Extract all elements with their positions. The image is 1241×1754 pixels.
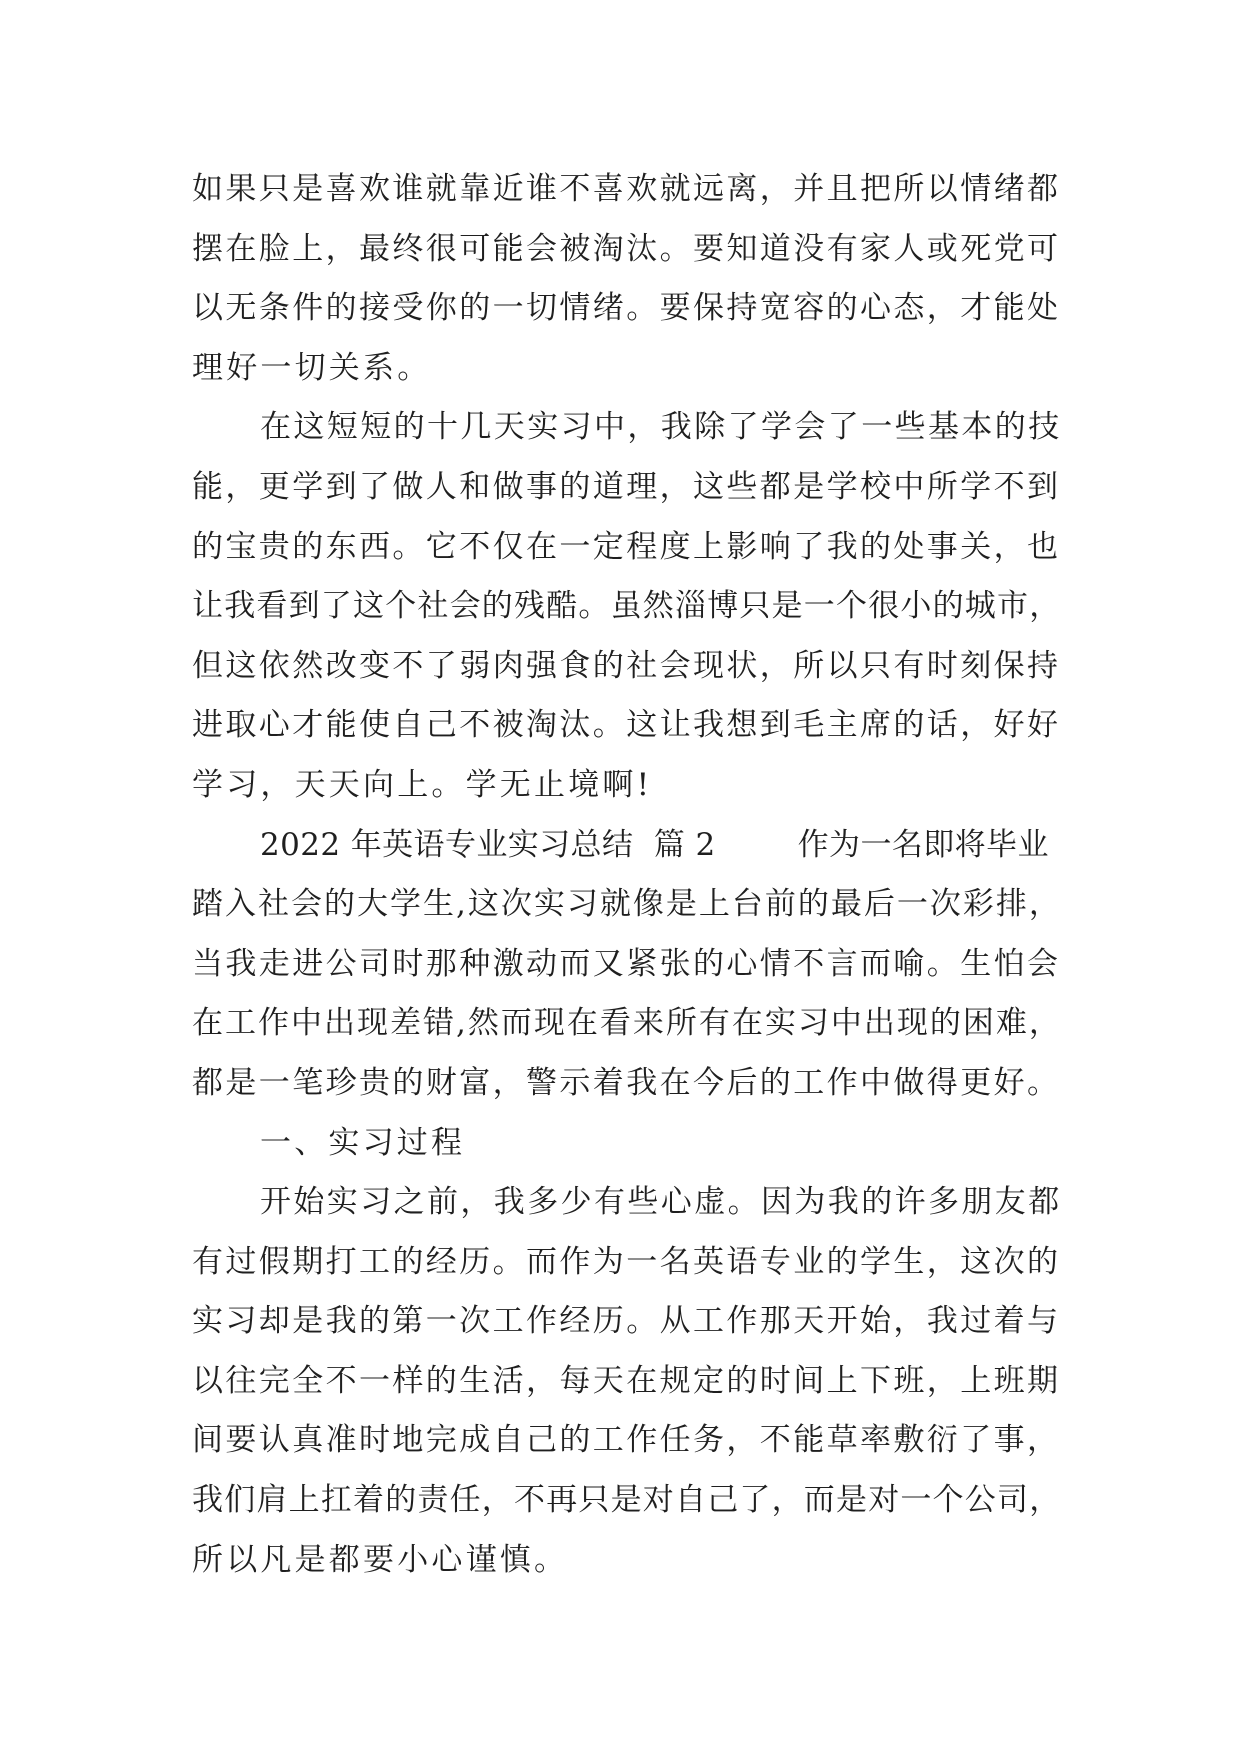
text-line: 所以凡是都要小心谨慎。 [192, 1541, 569, 1578]
text-line: 能，更学到了做人和做事的道理，这些都是学校中所学不到 [192, 468, 1061, 505]
text-line: 当我走进公司时那种激动而又紧张的心情不言而喻。生怕会 [192, 945, 1061, 982]
body-text [192, 160, 1062, 1590]
text-line: 间要认真准时地完成自己的工作任务，不能草率敷衍了事， [192, 1422, 1061, 1459]
text-line: 在工作中出现差错,然而现在看来所有在实习中出现的困难， [192, 1005, 1062, 1042]
text-line: 学习，天天向上。学无止境啊! [192, 766, 653, 803]
text-line: 开始实习之前，我多少有些心虚。因为我的许多朋友都 [260, 1184, 1062, 1221]
text-line: 摆在脸上，最终很可能会被淘汰。要知道没有家人或死党可 [192, 230, 1061, 267]
text-line: 理好一切关系。 [192, 349, 432, 386]
text-line: 2022 年英语专业实习总结 篇 2 作为一名即将毕业 [260, 826, 1049, 863]
text-line: 踏入社会的大学生,这次实习就像是上台前的最后一次彩排， [192, 886, 1062, 923]
text-line: 的宝贵的东西。它不仅在一定程度上影响了我的处事关，也 [192, 528, 1061, 565]
text-line: 都是一笔珍贵的财富，警示着我在今后的工作中做得更好。 [192, 1064, 1061, 1101]
text-line: 但这依然改变不了弱肉强食的社会现状，所以只有时刻保持 [192, 647, 1061, 684]
text-line: 以无条件的接受你的一切情绪。要保持宽容的心态，才能处 [192, 290, 1061, 327]
text-line: 我们肩上扛着的责任，不再只是对自己了，而是对一个公司， [192, 1482, 1062, 1519]
text-line: 如果只是喜欢谁就靠近谁不喜欢就远离，并且把所以情绪都 [192, 171, 1061, 207]
text-line: 在这短短的十几天实习中，我除了学会了一些基本的技 [260, 409, 1062, 446]
text-line: 一、实习过程 [260, 1124, 466, 1161]
text-line: 进取心才能使自己不被淘汰。这让我想到毛主席的话，好好 [192, 707, 1061, 744]
text-line: 让我看到了这个社会的残酷。虽然淄博只是一个很小的城市， [192, 588, 1062, 625]
text-line: 有过假期打工的经历。而作为一名英语专业的学生，这次的 [192, 1243, 1061, 1280]
text-line: 实习却是我的第一次工作经历。从工作那天开始，我过着与 [192, 1303, 1061, 1340]
text-line: 以往完全不一样的生活，每天在规定的时间上下班，上班期 [192, 1362, 1061, 1399]
